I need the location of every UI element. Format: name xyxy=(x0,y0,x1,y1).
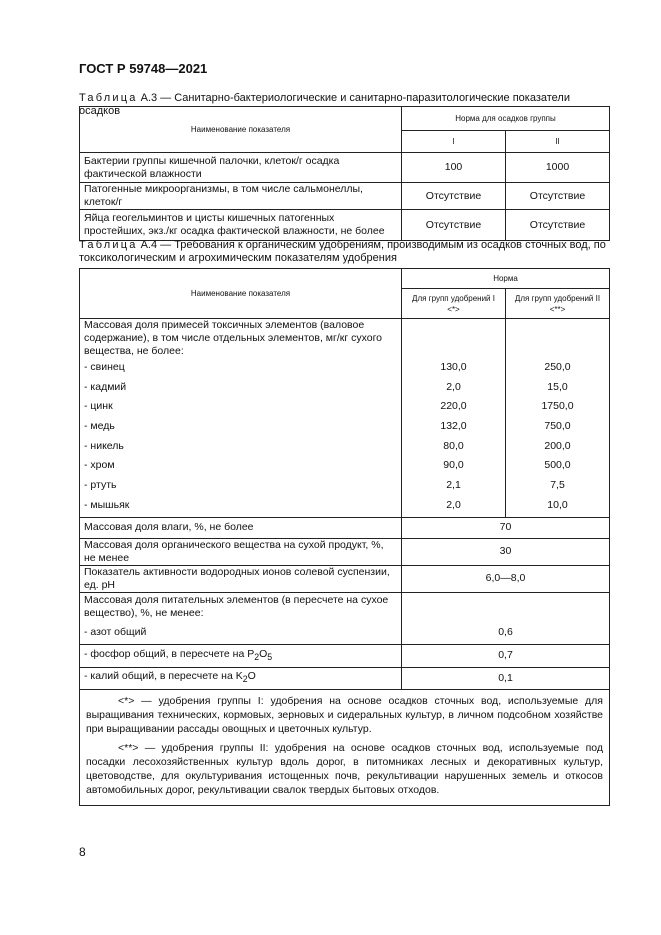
a3-col-group1: I xyxy=(402,131,506,153)
a4-toxic-name: - никель xyxy=(80,436,402,456)
a4-col-norm-header: Норма xyxy=(402,269,610,289)
table-row xyxy=(80,417,610,437)
table-row xyxy=(80,210,610,241)
a4-single-value: 6,0—8,0 xyxy=(402,565,610,592)
a4-toxic-name: - медь xyxy=(80,417,402,437)
table-row xyxy=(80,538,610,565)
a4-toxic-g2: 10,0 xyxy=(506,495,610,517)
a4-toxic-name: - свинец xyxy=(80,358,402,378)
table-a3 xyxy=(79,106,610,241)
a4-toxic-name: - ртуть xyxy=(80,476,402,496)
a4-nutrient-value: 0,6 xyxy=(402,622,610,644)
table-row xyxy=(80,183,610,210)
a3-row-g1: Отсутствие xyxy=(402,210,506,241)
a3-row-g1: Отсутствие xyxy=(402,183,506,210)
a4-nutrient-sub: 5 xyxy=(267,651,273,662)
table-row xyxy=(80,644,610,667)
table-row xyxy=(80,378,610,398)
a4-toxic-g1: 2,1 xyxy=(402,476,506,496)
a4-single-value: 30 xyxy=(402,538,610,565)
table-a4-caption-text: А.4 — Требования к органическим удобрениям, производимым из осадков сточных вод, по токсикологическим и агрохимическим показателям удобрения xyxy=(79,239,606,264)
a4-nutrient-mid: O xyxy=(259,647,268,660)
a4-toxic-g2: 750,0 xyxy=(506,417,610,437)
a4-toxic-name: - кадмий xyxy=(80,378,402,398)
a4-single-name: Массовая доля влаги, %, не более xyxy=(80,517,402,538)
a3-row-name: Патогенные микроорганизмы, в том числе сальмонеллы, клеток/г xyxy=(80,183,402,210)
footnote-1: <*> — удобрения группы I: удобрения на основе осадков сточных вод, используемые для выращивания технических, кормовых, зерновых и сидеральных культур, в личном подсобном хозяйстве при выращивании рассады овощных и цветочных культур. xyxy=(86,694,603,735)
a4-toxic-g1: 220,0 xyxy=(402,397,506,417)
a3-col-name-header: Наименование показателя xyxy=(80,107,402,153)
a4-toxic-g1: 132,0 xyxy=(402,417,506,437)
a4-toxic-g2: 1750,0 xyxy=(506,397,610,417)
a4-nutrient-name: - азот общий xyxy=(80,622,402,644)
a4-toxic-g1: 2,0 xyxy=(402,378,506,398)
a3-row-g1: 100 xyxy=(402,153,506,183)
a4-nutrient-header: Массовая доля питательных элементов (в пересчете на сухое вещество), %, не менее: xyxy=(80,592,402,622)
footnote-2: <**> — удобрения группы II: удобрения на основе осадков сточных вод, используемые под посадки лесохозяйственных культур вдоль дорог, в питомниках лесных и декоративных культур, цветоводстве, для окультуривания истощенных почв, рекультивации нарушенных земель и откосов автомобильных дорог, рекультивации свалок твердых бытовых отходов. xyxy=(86,741,603,796)
table-row xyxy=(80,495,610,517)
table-row xyxy=(80,622,610,644)
a4-col-name-header: Наименование показателя xyxy=(80,269,402,319)
a4-toxic-g1: 2,0 xyxy=(402,495,506,517)
a3-row-g2: Отсутствие xyxy=(506,210,610,241)
a3-col-group2: II xyxy=(506,131,610,153)
a4-toxic-g2: 500,0 xyxy=(506,456,610,476)
a4-single-name: Показатель активности водородных ионов солевой суспензии, ед. рН xyxy=(80,565,402,592)
a4-toxic-g2: 7,5 xyxy=(506,476,610,496)
a4-nutrient-sub: 2 xyxy=(242,674,248,685)
a4-nutrient-value: 0,1 xyxy=(402,667,610,689)
document-title: ГОСТ Р 59748—2021 xyxy=(79,61,208,76)
page-number: 8 xyxy=(79,845,86,859)
table-row xyxy=(80,517,610,538)
a4-nutrient-name xyxy=(80,644,402,667)
table-row xyxy=(80,397,610,417)
table-row xyxy=(80,153,610,183)
a4-toxic-name: - цинк xyxy=(80,397,402,417)
a4-nutrient-name-text: - фосфор общий, в пересчете на P xyxy=(84,647,255,660)
a3-col-norm-header: Норма для осадков группы xyxy=(402,107,610,131)
a4-toxic-name: - хром xyxy=(80,456,402,476)
a4-toxic-g1: 80,0 xyxy=(402,436,506,456)
a4-toxic-g2: 15,0 xyxy=(506,378,610,398)
a4-col-group1: Для групп удобрений I <*> xyxy=(402,289,506,319)
a4-nutrient-name xyxy=(80,667,402,689)
a3-row-name: Яйца геогельминтов и цисты кишечных патогенных простейших, экз./кг осадка фактической влажности, не более xyxy=(80,210,402,241)
table-a4-caption xyxy=(79,239,609,265)
a4-toxic-g1: 90,0 xyxy=(402,456,506,476)
a4-single-value: 70 xyxy=(402,517,610,538)
a4-nutrient-sub: 2 xyxy=(254,651,260,662)
a4-col-group2: Для групп удобрений II <**> xyxy=(506,289,610,319)
a4-single-name: Массовая доля органического вещества на сухой продукт, %, не менее xyxy=(80,538,402,565)
a4-toxic-g1: 130,0 xyxy=(402,358,506,378)
table-row xyxy=(80,436,610,456)
table-row xyxy=(80,476,610,496)
a4-toxic-header: Массовая доля примесей токсичных элементов (валовое содержание), в том числе отдельных элементов, мг/кг сухого вещества, не более: xyxy=(80,319,402,359)
a4-toxic-name: - мышьяк xyxy=(80,495,402,517)
a3-row-g2: Отсутствие xyxy=(506,183,610,210)
table-a4 xyxy=(79,268,610,806)
table-row xyxy=(80,667,610,689)
a4-nutrient-name-text: - калий общий, в пересчете на K xyxy=(84,670,243,683)
table-row xyxy=(80,456,610,476)
a4-toxic-g2: 250,0 xyxy=(506,358,610,378)
table-a4-caption-label: Таблица xyxy=(79,239,138,251)
a4-toxic-g2: 200,0 xyxy=(506,436,610,456)
a4-nutrient-value: 0,7 xyxy=(402,644,610,667)
a3-row-name: Бактерии группы кишечной палочки, клеток/г осадка фактической влажности xyxy=(80,153,402,183)
table-row xyxy=(80,565,610,592)
a4-nutrient-mid: O xyxy=(247,670,256,683)
a3-row-g2: 1000 xyxy=(506,153,610,183)
table-a3-caption-label: Таблица xyxy=(79,92,138,104)
a4-footnotes xyxy=(80,689,610,805)
table-a3-caption-text: А.3 — Санитарно-бактериологические и санитарно-паразитологические показатели осадков xyxy=(79,92,570,117)
table-row xyxy=(80,358,610,378)
